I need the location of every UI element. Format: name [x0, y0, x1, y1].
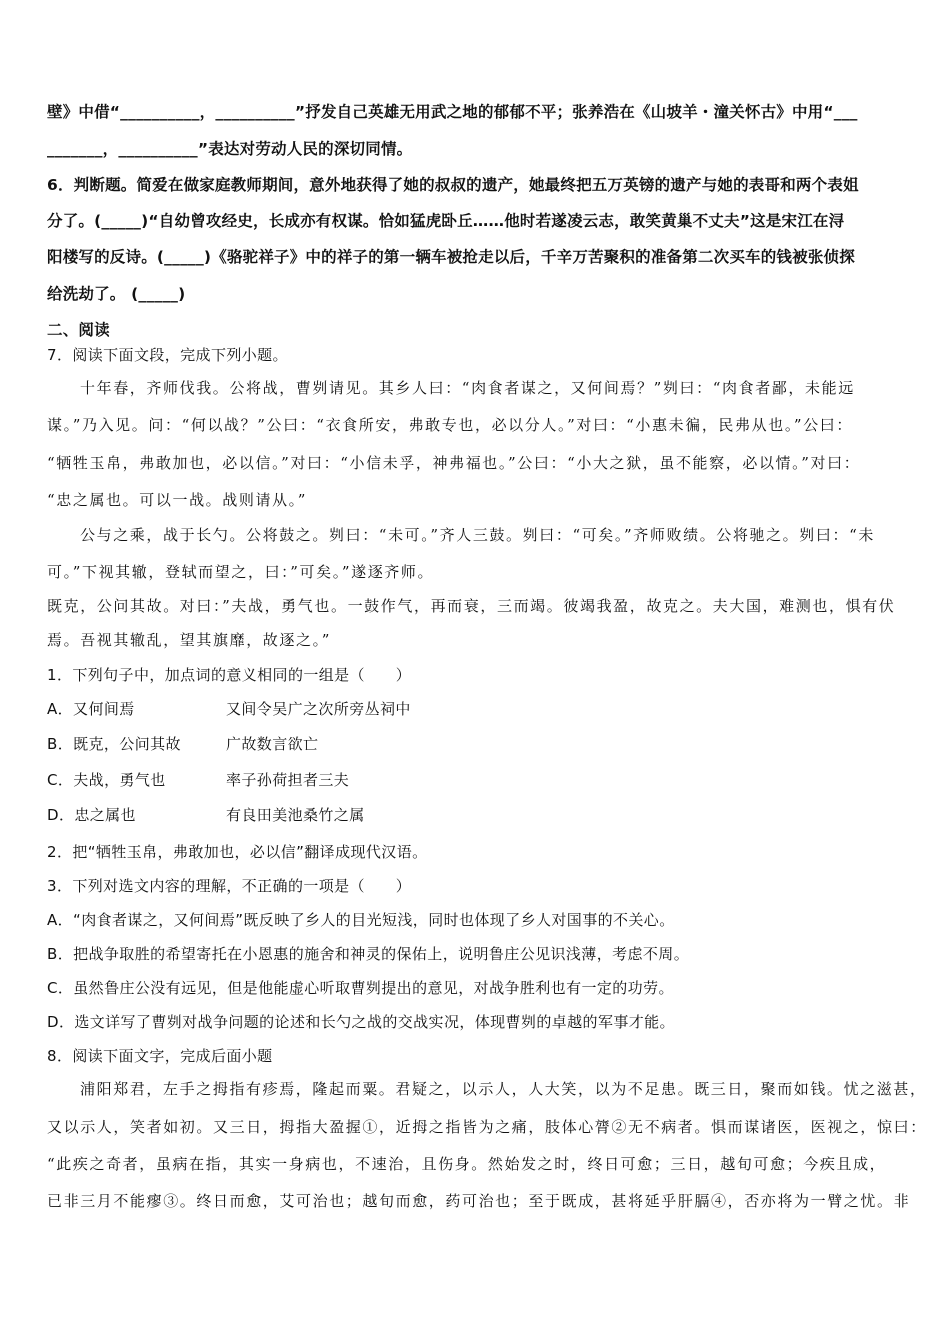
- fill-blank-line-1: 壁》中借“__________，__________”抒发自己英雄无用武之地的郁郁不平；张养浩在《山坡羊・潼关怀古》中用“___: [47, 103, 858, 121]
- q7-3-prompt: 3．下列对选文内容的理解，不正确的一项是（ ）: [47, 877, 412, 895]
- passage2-line: 浦阳郑君，左手之拇指有疹焉，隆起而粟。君疑之，以示人，人大笑，以为不足患。既三日，聚而如钱。忧之滋甚，: [80, 1080, 927, 1098]
- option-a: D．忠之属也: [47, 806, 136, 824]
- option-a: B．既克，公问其故: [47, 735, 181, 753]
- option-row: [47, 805, 907, 825]
- q6-line-4: 给洗劫了。 (_____): [47, 285, 186, 303]
- option-row: [47, 734, 907, 754]
- option-a: A．又何间焉: [47, 700, 135, 718]
- q7-2-prompt: 2．把“牺牲玉帛，弗敢加也，必以信”翻译成现代汉语。: [47, 843, 428, 861]
- passage1-line: 谋。”乃入见。问：“何以战？”公曰：“衣食所安，弗敢专也，必以分人。”对曰：“小惠未徧，民弗从也。”公曰：: [47, 416, 853, 434]
- q7-1-prompt: 1．下列句子中，加点词的意义相同的一组是（ ）: [47, 666, 412, 684]
- option-a: C．夫战，勇气也: [47, 771, 166, 789]
- section-heading: 二、阅读: [47, 321, 110, 339]
- q6-line-1: 6．判断题。简爱在做家庭教师期间，意外地获得了她的叔叔的遗产，她最终把五万英镑的遗产与她的表哥和两个表姐: [47, 176, 859, 194]
- passage2-line: 又以示人，笑者如初。又三日，拇指大盈握①，近拇之指皆为之痛，肢体心膂②无不病者。惧而谋诸医，医视之，惊曰：: [47, 1118, 927, 1136]
- option-b: 广故数言欲亡: [226, 735, 319, 753]
- fill-blank-line-2: _______，__________”表达对劳动人民的深切同情。: [47, 140, 413, 158]
- q7-3-option: C．虽然鲁庄公没有远见，但是他能虚心听取曹刿提出的意见，对战争胜利也有一定的功劳。: [47, 979, 674, 997]
- option-row: [47, 699, 907, 719]
- q8-prompt: 8．阅读下面文字，完成后面小题: [47, 1047, 273, 1065]
- passage1-line: 既克，公问其故。对曰：”夫战，勇气也。一鼓作气，再而衰，三而竭。彼竭我盈，故克之。夫大国，难测也，惧有伏: [47, 597, 896, 615]
- passage1-line: “牺牲玉帛，弗敢加也，必以信。”对曰：“小信未孚，神弗福也。”公曰：“小大之狱，虽不能察，必以情。”对曰：: [47, 454, 861, 472]
- passage1-line: 焉。吾视其辙乱，望其旗靡，故逐之。”: [47, 631, 331, 649]
- q7-3-option: D．选文详写了曹刿对战争问题的论述和长勺之战的交战实况，体现曹刿的卓越的军事才能。: [47, 1013, 675, 1031]
- passage1-line: 十年春，齐师伐我。公将战，曹刿请见。其乡人曰：“肉食者谋之，又何间焉？”刿曰：“肉食者鄙，未能远: [80, 379, 855, 397]
- passage1-line: 可。”下视其辙，登轼而望之，曰：”可矣。”遂逐齐师。: [47, 563, 435, 581]
- passage2-line: “此疾之奇者，虽病在指，其实一身病也，不速治，且伤身。然始发之时，终日可愈；三日，越旬可愈；今疾且成，: [47, 1155, 887, 1173]
- option-row: [47, 770, 907, 790]
- q6-line-2: 分了。(_____)“自幼曾攻经史，长成亦有权谋。恰如猛虎卧丘……他时若遂凌云志，敢笑黄巢不丈夫”这是宋江在浔: [47, 212, 845, 230]
- passage1-line: “忠之属也。可以一战。战则请从。”: [47, 491, 308, 509]
- option-b: 又间令吴广之次所旁丛祠中: [226, 700, 411, 718]
- passage2-line: 已非三月不能瘳③。终日而愈，艾可治也；越旬而愈，药可治也；至于既成，甚将延乎肝膈④，否亦将为一臂之忧。非: [47, 1192, 911, 1210]
- option-b: 率子孙荷担者三夫: [226, 771, 350, 789]
- option-b: 有良田美池桑竹之属: [226, 806, 365, 824]
- passage1-line: 公与之乘，战于长勺。公将鼓之。刿曰：“未可。”齐人三鼓。刿曰：“可矣。”齐师败绩。公将驰之。刿曰：“未: [80, 526, 875, 544]
- q6-line-3: 阳楼写的反诗。(_____)《骆驼祥子》中的祥子的第一辆车被抢走以后，千辛万苦聚积的准备第二次买车的钱被张侦探: [47, 248, 855, 266]
- q7-3-option: B．把战争取胜的希望寄托在小恩惠的施舍和神灵的保佑上，说明鲁庄公见识浅薄，考虑不周。: [47, 945, 690, 963]
- q7-3-option: A．“肉食者谋之，又何间焉”既反映了乡人的目光短浅，同时也体现了乡人对国事的不关心。: [47, 911, 675, 929]
- q7-prompt: 7．阅读下面文段，完成下列小题。: [47, 346, 288, 364]
